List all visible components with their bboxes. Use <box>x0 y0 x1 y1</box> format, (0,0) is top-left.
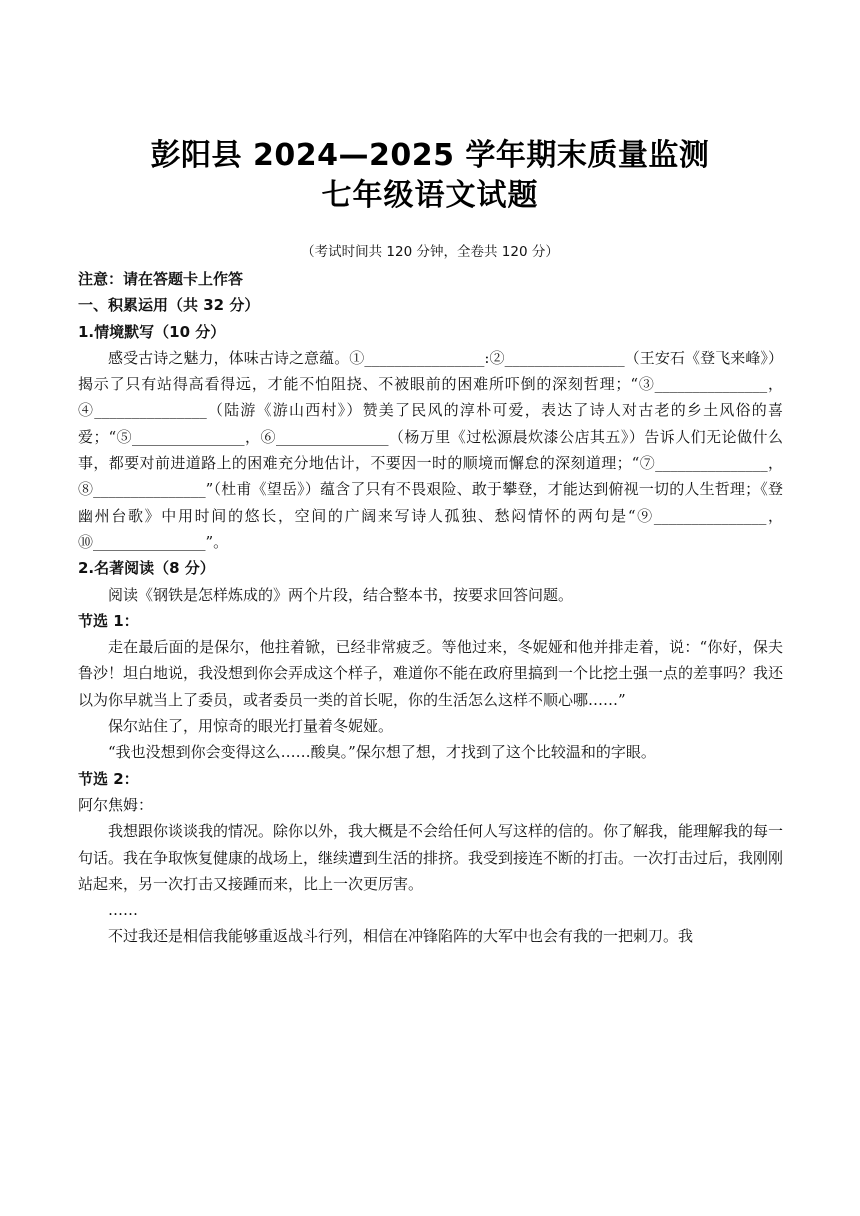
question-2-intro: 阅读《钢铁是怎样炼成的》两个片段，结合整本书，按要求回答问题。 <box>108 585 574 604</box>
exam-content <box>78 266 783 950</box>
exam-info: （考试时间共 120 分钟，全卷共 120 分） <box>301 244 559 260</box>
excerpt-1-paragraph: 保尔站住了，用惊奇的眼光打量着冬妮娅。 <box>108 717 394 736</box>
excerpt-1-paragraph: 走在最后面的是保尔，他拄着锨，已经非常疲乏。等他过来，冬妮娅和他并排走着，说：“你好，保夫鲁沙！坦白地说，我没想到你会弄成这个样子，难道你不能在政府里搞到一个比挖土强一点的差事吗？我还以为你早就当上了委员，或者委员一类的首长呢，你的生活怎么这样不顺心哪……” <box>78 638 784 709</box>
excerpt-2-label: 节选 2： <box>78 769 139 788</box>
notice: 注意：请在答题卡上作答 <box>78 270 244 288</box>
question-2-heading: 2.名著阅读（8 分） <box>78 559 215 578</box>
letter-salutation: 阿尔焦姆： <box>78 795 154 814</box>
excerpt-2-paragraph: 不过我还是相信我能够重返战斗行列，相信在冲锋陷阵的大军中也会有我的一把刺刀。我 <box>108 927 694 946</box>
exam-title: 彭阳县 2024—2025 学年期末质量监测 <box>150 138 710 173</box>
excerpt-2-paragraph: 我想跟你谈谈我的情况。除你以外，我大概是不会给任何人写这样的信的。你了解我，能理解我的每一句话。我在争取恢复健康的战场上，继续遭到生活的排挤。我受到接连不断的打击。一次打击过后，我刚刚站起来，另一次打击又接踵而来，比上一次更厉害。 <box>78 822 784 893</box>
excerpt-2-ellipsis: …… <box>108 901 138 920</box>
section-heading: 一、积累运用（共 32 分） <box>78 296 260 315</box>
excerpt-1-label: 节选 1： <box>78 611 139 630</box>
exam-subtitle: 七年级语文试题 <box>321 178 539 213</box>
question-1-heading: 1.情境默写（10 分） <box>78 322 226 341</box>
excerpt-1-paragraph: “我也没想到你会变得这么……酸臭。”保尔想了想，才找到了这个比较温和的字眼。 <box>108 743 656 762</box>
question-1-text: 感受古诗之魅力，体味古诗之意蕴。①________________:②________________（王安石《登飞来峰》）揭示了只有站得高看得远，才能不怕阻挠、不被眼前的困难所吓倒的深刻哲理；“③_______________，④_______________（陆游《游山西村》）赞美了民风的淳朴可爱，表达了诗人对古老的乡土风俗的喜爱；“⑤_______________，⑥_______________（杨万里《过松源晨炊漆公店其五》）告诉人们无论做什么事，都要对前进道路上的困难充分地估计，不要因一时的顺境而懈怠的深刻道理；“⑦_______________，⑧_______________”（杜甫《望岳》）蕴含了只有不畏艰险、敢于攀登，才能达到俯视一切的人生哲理；《登幽州台歌》中用时间的悠长，空间的广阔来写诗人孤独、愁闷情怀的两句是“⑨_______________，⑩_______________”。 <box>78 348 783 551</box>
